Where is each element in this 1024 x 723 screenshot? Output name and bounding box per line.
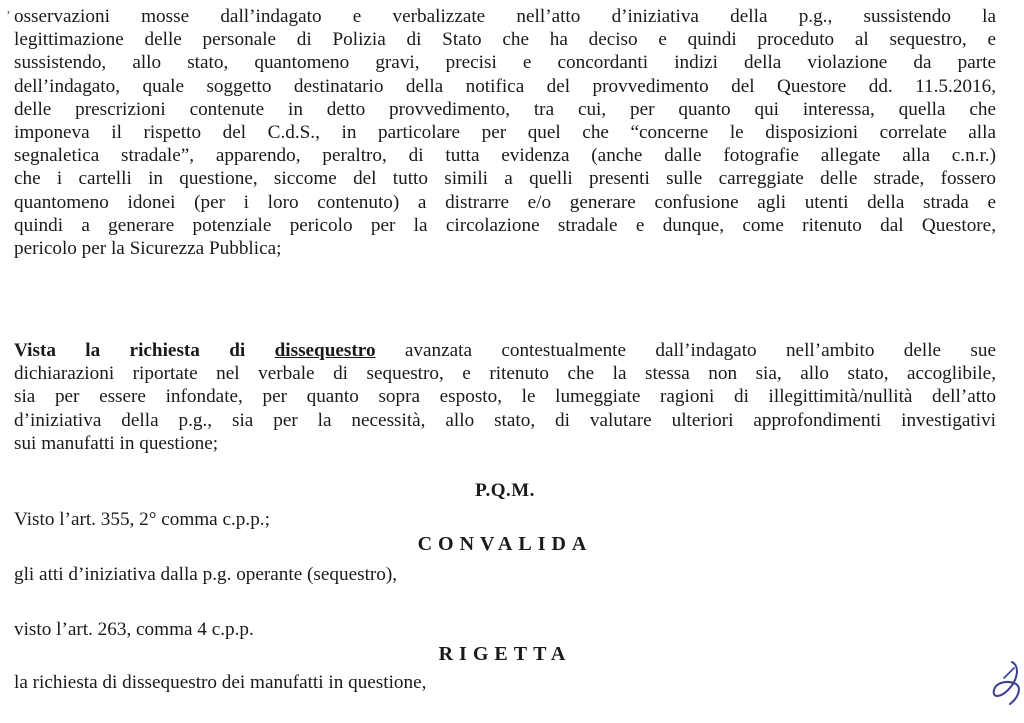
line-rest: avanzata contestualmente dall’indagato nell’ambito delle sue: [375, 340, 996, 361]
heading-rigetta: RIGETTA: [438, 643, 572, 665]
visto-art-263: visto l’art. 263, comma 4 c.p.p.: [14, 619, 254, 640]
text-line: segnaletica stradale”, apparendo, peraltro, di tutta evidenza (anche dalle fotografie allegate alla c.n.r.): [14, 145, 996, 167]
paragraph-reasoning: [14, 5, 996, 260]
heading-pqm: P.Q.M.: [475, 480, 535, 501]
text-line: sussistendo, allo stato, quantomeno gravi, precisi e concordanti indizi della violazione da parte: [14, 52, 996, 74]
text-line: d’iniziativa della p.g., sia per la necessità, allo stato, di valutare ulteriori approfondimenti investigativi: [14, 409, 996, 431]
underlined-term: dissequestro: [274, 340, 376, 361]
text-line: che i cartelli in questione, siccome del tutto simili a quelli presenti sulle carreggiate delle strade, fossero: [14, 168, 996, 190]
text-line: imponeva il rispetto del C.d.S., in particolare per quel che “concerne le disposizioni correlate alla: [14, 122, 996, 144]
convalida-text: gli atti d’iniziativa dalla p.g. operante (sequestro),: [14, 564, 398, 585]
text-line: dell’indagato, quale soggetto destinatario della notifica del provvedimento del Questore dd. 11.5.2016,: [14, 75, 996, 97]
text-line: legittimazione delle personale di Polizia di Stato che ha deciso e quindi proceduto al sequestro, e: [14, 29, 996, 51]
text-line: quindi a generare potenziale pericolo per la circolazione stradale e dunque, come ritenuto dal Questore,: [14, 214, 996, 236]
paragraph-dissequestro-request: [14, 339, 996, 455]
visto-art-355: Visto l’art. 355, 2° comma c.p.p.;: [14, 509, 270, 530]
text-line: [14, 339, 996, 362]
bold-lead: Vista la richiesta di: [14, 340, 246, 361]
text-line: delle prescrizioni contenute in detto provvedimento, tra cui, per quanto qui interessa, quella che: [14, 98, 996, 120]
rigetta-text: la richiesta di dissequestro dei manufatti in questione,: [14, 672, 427, 693]
heading-convalida: CONVALIDA: [417, 533, 593, 555]
text-line: osservazioni mosse dall’indagato e verbalizzate nell’atto d’iniziativa della p.g., sussistendo la: [14, 6, 996, 27]
margin-mark: ’: [6, 9, 11, 24]
text-line: sui manufatti in questione;: [14, 432, 219, 454]
text-line: sia per essere infondate, per quanto sopra esposto, le lumeggiate ragioni di illegittimità/nullità dell’atto: [14, 386, 996, 408]
signature-mark-icon: [990, 658, 1024, 708]
text-line: pericolo per la Sicurezza Pubblica;: [14, 238, 282, 260]
text-line: quantomeno idonei (per i loro contenuto) a distrarre e/o generare confusione agli utenti della strada e: [14, 191, 996, 213]
text-line: dichiarazioni riportate nel verbale di sequestro, e ritenuto che la stessa non sia, allo stato, accoglibile,: [14, 363, 996, 385]
